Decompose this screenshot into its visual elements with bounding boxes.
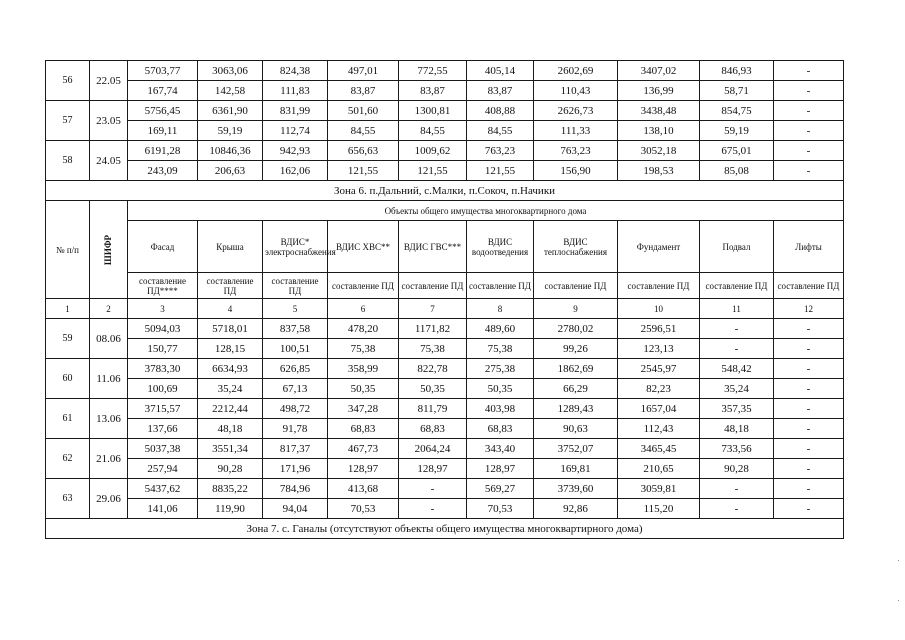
table-row <box>46 499 844 519</box>
cost-cell: - <box>774 141 844 161</box>
cost-cell: 2780,02 <box>534 319 618 339</box>
cost-cell: 548,42 <box>700 359 774 379</box>
cost-cell: 6634,93 <box>198 359 263 379</box>
table-row <box>46 141 844 161</box>
cost-cell: 3551,34 <box>198 439 263 459</box>
cost-cell: 59,19 <box>700 121 774 141</box>
zone6-header <box>46 181 844 319</box>
cost-cell: 123,13 <box>618 339 700 359</box>
cost-cell: 358,99 <box>328 359 399 379</box>
cost-cell: - <box>774 359 844 379</box>
row-number-header: № п/п <box>46 201 90 299</box>
cost-cell: 656,63 <box>328 141 399 161</box>
cost-cell: 837,58 <box>263 319 328 339</box>
cost-cell: 1657,04 <box>618 399 700 419</box>
cost-cell: 3438,48 <box>618 101 700 121</box>
cost-cell: 119,90 <box>198 499 263 519</box>
cost-cell: 167,74 <box>128 81 198 101</box>
cost-cell: - <box>700 499 774 519</box>
cost-cell: 498,72 <box>263 399 328 419</box>
cost-cell: 675,01 <box>700 141 774 161</box>
column-index: 3 <box>128 299 198 319</box>
cost-cell: 141,06 <box>128 499 198 519</box>
cost-cell: - <box>700 479 774 499</box>
cost-cell: 824,38 <box>263 61 328 81</box>
cost-cell: - <box>774 161 844 181</box>
cost-cell: 626,85 <box>263 359 328 379</box>
cost-cell: 111,33 <box>534 121 618 141</box>
cost-cell: 6361,90 <box>198 101 263 121</box>
cost-cell: 5094,03 <box>128 319 198 339</box>
cost-cell: 1009,62 <box>399 141 467 161</box>
scan-speck <box>898 600 899 601</box>
cost-cell: 1289,43 <box>534 399 618 419</box>
cost-cell: 90,28 <box>198 459 263 479</box>
cost-cell: 50,35 <box>467 379 534 399</box>
cost-cell: 501,60 <box>328 101 399 121</box>
cost-cell: 763,23 <box>467 141 534 161</box>
zone7-title: Зона 7. с. Ганалы (отсутствуют объекты общего имущества многоквартирного дома) <box>46 519 844 539</box>
cost-cell: 58,71 <box>700 81 774 101</box>
cost-cell: 3063,06 <box>198 61 263 81</box>
column-index-row <box>46 299 844 319</box>
cost-cell: 1862,69 <box>534 359 618 379</box>
cost-cell: 121,55 <box>399 161 467 181</box>
cost-cell: 110,43 <box>534 81 618 101</box>
cost-cell: - <box>774 61 844 81</box>
column-index: 7 <box>399 299 467 319</box>
cost-cell: 1300,81 <box>399 101 467 121</box>
cost-cell: 3465,45 <box>618 439 700 459</box>
column-header: ВДИС водоотведения <box>467 221 534 273</box>
cost-cell: - <box>774 419 844 439</box>
cost-cell: 846,93 <box>700 61 774 81</box>
cost-cell: 3783,30 <box>128 359 198 379</box>
cost-cell: 403,98 <box>467 399 534 419</box>
cost-cell: 70,53 <box>328 499 399 519</box>
cipher-header-label: ШИФР <box>103 234 114 265</box>
cost-cell: - <box>774 101 844 121</box>
row-cipher: 23.05 <box>90 101 128 141</box>
cost-cell: 48,18 <box>700 419 774 439</box>
column-subheader: составление ПД <box>534 273 618 299</box>
cost-cell: 92,86 <box>534 499 618 519</box>
cost-cell: 68,83 <box>328 419 399 439</box>
cost-cell: 2212,44 <box>198 399 263 419</box>
cost-cell: 169,81 <box>534 459 618 479</box>
cost-cell: 85,08 <box>700 161 774 181</box>
column-header: Фундамент <box>618 221 700 273</box>
column-index: 11 <box>700 299 774 319</box>
column-index: 10 <box>618 299 700 319</box>
cost-cell: 478,20 <box>328 319 399 339</box>
cost-cell: 162,06 <box>263 161 328 181</box>
subheader-row <box>46 273 844 299</box>
row-cipher: 29.06 <box>90 479 128 519</box>
cost-cell: 489,60 <box>467 319 534 339</box>
table-row <box>46 161 844 181</box>
cost-cell: 10846,36 <box>198 141 263 161</box>
column-header: ВДИС ГВС*** <box>399 221 467 273</box>
table-row <box>46 379 844 399</box>
table-row <box>46 399 844 419</box>
cost-cell: 275,38 <box>467 359 534 379</box>
row-cipher: 11.06 <box>90 359 128 399</box>
cost-cell: 210,65 <box>618 459 700 479</box>
cost-cell: - <box>774 459 844 479</box>
column-header: ВДИС* электроснабжения <box>263 221 328 273</box>
cipher-header <box>90 201 128 299</box>
cost-cell: 75,38 <box>328 339 399 359</box>
cost-cell: 257,94 <box>128 459 198 479</box>
row-number: 56 <box>46 61 90 101</box>
cost-cell: 91,78 <box>263 419 328 439</box>
table-row <box>46 359 844 379</box>
cost-cell: 2596,51 <box>618 319 700 339</box>
zone6-rows <box>46 319 844 519</box>
cost-cell: 206,63 <box>198 161 263 181</box>
cost-cell: 822,78 <box>399 359 467 379</box>
cost-cell: - <box>700 319 774 339</box>
cost-cell: 82,23 <box>618 379 700 399</box>
cost-cell: 5718,01 <box>198 319 263 339</box>
row-number: 59 <box>46 319 90 359</box>
cost-cell: - <box>774 439 844 459</box>
cost-cell: 142,58 <box>198 81 263 101</box>
table-row <box>46 81 844 101</box>
row-cipher: 13.06 <box>90 399 128 439</box>
column-names-row <box>46 221 844 273</box>
cost-cell: 171,96 <box>263 459 328 479</box>
cost-cell: 83,87 <box>467 81 534 101</box>
column-subheader: составление ПД <box>700 273 774 299</box>
cost-cell: 3052,18 <box>618 141 700 161</box>
column-subheader: составление ПД <box>328 273 399 299</box>
cost-cell: 413,68 <box>328 479 399 499</box>
cost-cell: 347,28 <box>328 399 399 419</box>
table-row <box>46 61 844 81</box>
cost-cell: 243,09 <box>128 161 198 181</box>
cost-cell: 831,99 <box>263 101 328 121</box>
cost-cell: 811,79 <box>399 399 467 419</box>
column-index: 4 <box>198 299 263 319</box>
cost-cell: 112,74 <box>263 121 328 141</box>
column-subheader: составление ПД <box>399 273 467 299</box>
cost-cell: - <box>774 479 844 499</box>
cost-cell: 48,18 <box>198 419 263 439</box>
column-subheader: составление ПД <box>774 273 844 299</box>
zone5-rows <box>46 61 844 181</box>
table-row <box>46 339 844 359</box>
column-header: ВДИС теплоснабжения <box>534 221 618 273</box>
cost-cell: - <box>774 379 844 399</box>
cost-cell: 83,87 <box>399 81 467 101</box>
cost-cell: 59,19 <box>198 121 263 141</box>
column-subheader: составление ПД <box>263 273 328 299</box>
cost-cell: - <box>774 81 844 101</box>
cost-cell: 3739,60 <box>534 479 618 499</box>
row-cipher: 08.06 <box>90 319 128 359</box>
column-subheader: составление ПД**** <box>128 273 198 299</box>
cost-cell: 5437,62 <box>128 479 198 499</box>
cost-cell: 5756,45 <box>128 101 198 121</box>
row-number: 62 <box>46 439 90 479</box>
column-header: Подвал <box>700 221 774 273</box>
cost-cell: 112,43 <box>618 419 700 439</box>
cost-cell: 90,63 <box>534 419 618 439</box>
table-row <box>46 479 844 499</box>
column-header: Лифты <box>774 221 844 273</box>
cost-cell: 121,55 <box>328 161 399 181</box>
column-index: 5 <box>263 299 328 319</box>
cost-cell: 3059,81 <box>618 479 700 499</box>
cost-cell: 5037,38 <box>128 439 198 459</box>
cost-cell: 137,66 <box>128 419 198 439</box>
cost-cell: 68,83 <box>399 419 467 439</box>
cost-cell: - <box>774 499 844 519</box>
cost-cell: 357,35 <box>700 399 774 419</box>
row-number: 57 <box>46 101 90 141</box>
row-number: 63 <box>46 479 90 519</box>
column-index: 8 <box>467 299 534 319</box>
objects-header: Объекты общего имущества многоквартирного дома <box>128 201 844 221</box>
column-subheader: составление ПД <box>198 273 263 299</box>
cost-cell: 35,24 <box>198 379 263 399</box>
cost-cell: 35,24 <box>700 379 774 399</box>
column-index: 2 <box>90 299 128 319</box>
cost-cell: 405,14 <box>467 61 534 81</box>
column-index: 1 <box>46 299 90 319</box>
scan-speck <box>898 560 899 561</box>
cost-cell: 68,83 <box>467 419 534 439</box>
cost-cell: 67,13 <box>263 379 328 399</box>
cost-cell: 83,87 <box>328 81 399 101</box>
cost-cell: 198,53 <box>618 161 700 181</box>
zone6-title: Зона 6. п.Дальний, с.Малки, п.Сокоч, п.Начики <box>46 181 844 201</box>
cost-cell: 50,35 <box>399 379 467 399</box>
cost-cell: - <box>399 479 467 499</box>
cost-cell: 100,51 <box>263 339 328 359</box>
cost-cell: 942,93 <box>263 141 328 161</box>
cost-cell: 497,01 <box>328 61 399 81</box>
cost-cell: 854,75 <box>700 101 774 121</box>
cost-cell: 817,37 <box>263 439 328 459</box>
column-index: 9 <box>534 299 618 319</box>
cost-cell: 2064,24 <box>399 439 467 459</box>
row-number: 61 <box>46 399 90 439</box>
cost-cell: - <box>774 399 844 419</box>
cost-cell: 121,55 <box>467 161 534 181</box>
cost-cell: 90,28 <box>700 459 774 479</box>
column-subheader: составление ПД <box>618 273 700 299</box>
table-row <box>46 439 844 459</box>
row-cipher: 22.05 <box>90 61 128 101</box>
cost-cell: 3715,57 <box>128 399 198 419</box>
cost-cell: 128,97 <box>328 459 399 479</box>
cost-table <box>45 60 844 539</box>
cost-cell: 1171,82 <box>399 319 467 339</box>
cost-cell: 169,11 <box>128 121 198 141</box>
cost-cell: 100,69 <box>128 379 198 399</box>
table-row <box>46 101 844 121</box>
cost-cell: 2545,97 <box>618 359 700 379</box>
cost-cell: 763,23 <box>534 141 618 161</box>
cost-cell: 84,55 <box>399 121 467 141</box>
cost-cell: 136,99 <box>618 81 700 101</box>
column-header: Фасад <box>128 221 198 273</box>
cost-cell: - <box>774 339 844 359</box>
cost-cell: 467,73 <box>328 439 399 459</box>
cost-cell: 75,38 <box>399 339 467 359</box>
cost-cell: 138,10 <box>618 121 700 141</box>
cost-cell: - <box>399 499 467 519</box>
cost-cell: 70,53 <box>467 499 534 519</box>
cost-cell: 408,88 <box>467 101 534 121</box>
cost-cell: 772,55 <box>399 61 467 81</box>
cost-cell: 84,55 <box>328 121 399 141</box>
table-row <box>46 319 844 339</box>
table-row <box>46 419 844 439</box>
cost-cell: 111,83 <box>263 81 328 101</box>
cost-cell: 5703,77 <box>128 61 198 81</box>
cost-cell: 2602,69 <box>534 61 618 81</box>
cost-cell: 3752,07 <box>534 439 618 459</box>
row-cipher: 21.06 <box>90 439 128 479</box>
column-index: 6 <box>328 299 399 319</box>
row-number: 60 <box>46 359 90 399</box>
cost-cell: 115,20 <box>618 499 700 519</box>
table-row <box>46 121 844 141</box>
cost-cell: - <box>774 319 844 339</box>
cost-cell: 3407,02 <box>618 61 700 81</box>
row-cipher: 24.05 <box>90 141 128 181</box>
row-number: 58 <box>46 141 90 181</box>
cost-cell: 99,26 <box>534 339 618 359</box>
cost-cell: 150,77 <box>128 339 198 359</box>
cost-cell: 784,96 <box>263 479 328 499</box>
cost-cell: 94,04 <box>263 499 328 519</box>
cost-cell: 733,56 <box>700 439 774 459</box>
cost-cell: 128,97 <box>399 459 467 479</box>
cost-cell: 75,38 <box>467 339 534 359</box>
cost-cell: - <box>774 121 844 141</box>
cost-cell: 2626,73 <box>534 101 618 121</box>
column-header: ВДИС ХВС** <box>328 221 399 273</box>
cost-cell: 66,29 <box>534 379 618 399</box>
cost-cell: 6191,28 <box>128 141 198 161</box>
cost-cell: 156,90 <box>534 161 618 181</box>
cost-cell: 50,35 <box>328 379 399 399</box>
cost-cell: - <box>700 339 774 359</box>
column-header: Крыша <box>198 221 263 273</box>
cost-cell: 8835,22 <box>198 479 263 499</box>
table-row <box>46 459 844 479</box>
cost-cell: 569,27 <box>467 479 534 499</box>
cost-cell: 343,40 <box>467 439 534 459</box>
cost-cell: 84,55 <box>467 121 534 141</box>
cost-cell: 128,15 <box>198 339 263 359</box>
column-subheader: составление ПД <box>467 273 534 299</box>
column-index: 12 <box>774 299 844 319</box>
cost-cell: 128,97 <box>467 459 534 479</box>
